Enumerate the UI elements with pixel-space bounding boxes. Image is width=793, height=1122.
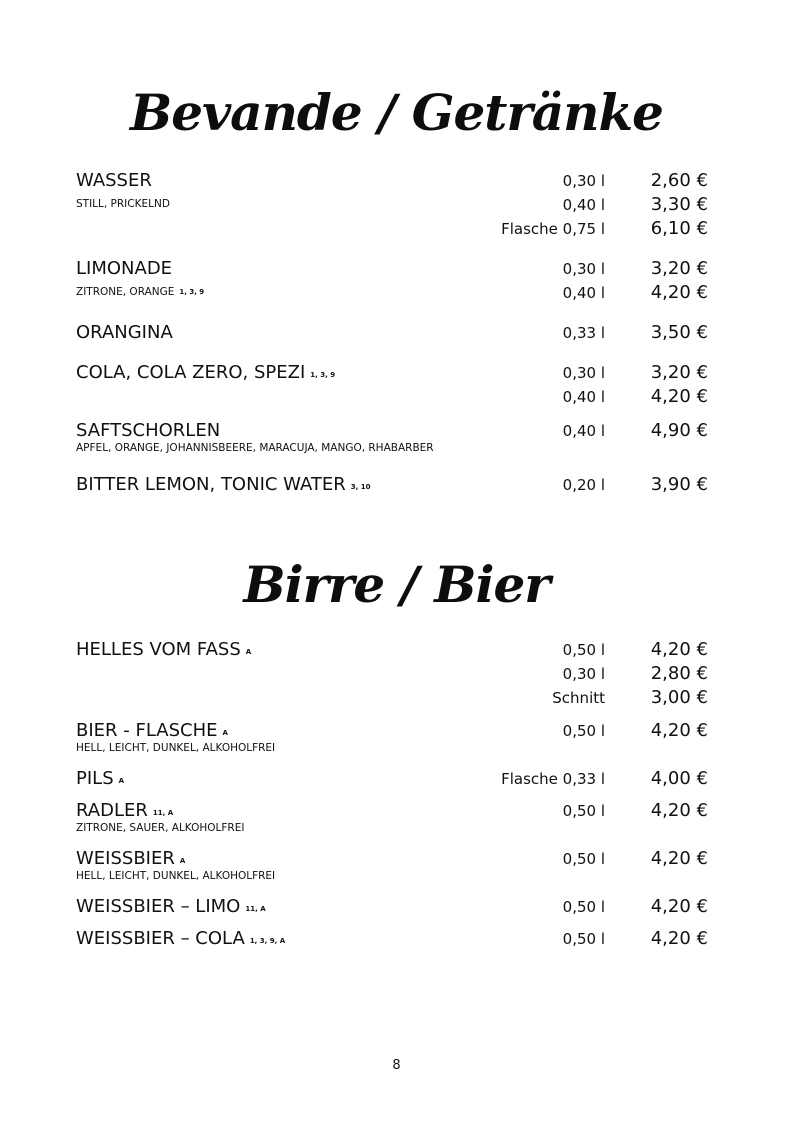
item-size: 0,30 l	[562, 172, 605, 190]
menu-item-weissbier	[0, 847, 793, 895]
item-size: 0,50 l	[562, 898, 605, 916]
item-price: 4,20 €	[650, 896, 708, 917]
item-size: 0,30 l	[562, 665, 605, 683]
item-size: 0,20 l	[562, 476, 605, 494]
allergen-codes: 11, A	[245, 905, 266, 913]
item-description: ZITRONE, ORANGE 1, 3, 9	[76, 286, 205, 298]
item-name: WEISSBIER A	[76, 848, 186, 869]
item-description: ZITRONE, SAUER, ALKOHOLFREI	[76, 822, 245, 834]
menu-item-helles	[0, 638, 793, 710]
item-size: 0,50 l	[562, 850, 605, 868]
item-size: Flasche 0,75 l	[501, 220, 605, 238]
item-price: 3,90 €	[650, 474, 708, 495]
item-name: WASSER	[76, 170, 152, 191]
allergen-codes: A	[118, 777, 125, 785]
item-price: 4,20 €	[650, 928, 708, 949]
item-name: COLA, COLA ZERO, SPEZI 1, 3, 9	[76, 362, 336, 383]
item-size: 0,40 l	[562, 388, 605, 406]
item-size: 0,40 l	[562, 422, 605, 440]
item-name: BITTER LEMON, TONIC WATER 3, 10	[76, 474, 371, 495]
item-price: 4,20 €	[650, 282, 708, 303]
drinks-section-title: Bevande / Getränke	[130, 83, 663, 142]
item-price: 3,20 €	[650, 362, 708, 383]
item-price: 2,80 €	[650, 663, 708, 684]
item-price: 4,00 €	[650, 768, 708, 789]
menu-item-bier-flasche	[0, 719, 793, 767]
menu-item-weissbier-limo	[0, 895, 793, 919]
item-name: BIER - FLASCHE A	[76, 720, 228, 741]
allergen-codes: A	[179, 857, 186, 865]
menu-item-limonade	[0, 257, 793, 305]
menu-item-radler	[0, 799, 793, 847]
item-name: SAFTSCHORLEN	[76, 420, 221, 441]
beer-section-title: Birre / Bier	[243, 555, 550, 614]
item-size: 0,30 l	[562, 364, 605, 382]
menu-item-saftschorlen	[0, 419, 793, 467]
item-size: 0,30 l	[562, 260, 605, 278]
item-name: RADLER 11, A	[76, 800, 174, 821]
item-description: HELL, LEICHT, DUNKEL, ALKOHOLFREI	[76, 870, 276, 882]
item-description: APFEL, ORANGE, JOHANNISBEERE, MARACUJA, MANGO, RHABARBER	[76, 442, 434, 454]
item-price: 4,90 €	[650, 420, 708, 441]
item-price: 4,20 €	[650, 848, 708, 869]
menu-item-wasser	[0, 169, 793, 241]
allergen-codes: 1, 3, 9, A	[249, 937, 286, 945]
menu-item-pils	[0, 767, 793, 791]
item-price: 4,20 €	[650, 720, 708, 741]
item-size: 0,50 l	[562, 802, 605, 820]
allergen-codes: 11, A	[152, 809, 174, 817]
item-name: HELLES VOM FASS A	[76, 639, 252, 660]
menu-item-orangina	[0, 321, 793, 345]
menu-item-weissbier-cola	[0, 927, 793, 951]
item-price: 3,20 €	[650, 258, 708, 279]
item-description: STILL, PRICKELND	[76, 198, 170, 210]
item-name: ORANGINA	[76, 322, 173, 343]
item-price: 2,60 €	[650, 170, 708, 191]
item-price: 3,00 €	[650, 687, 708, 708]
item-price: 6,10 €	[650, 218, 708, 239]
item-name: WEISSBIER – LIMO 11, A	[76, 896, 266, 917]
item-name: LIMONADE	[76, 258, 173, 279]
item-name: WEISSBIER – COLA 1, 3, 9, A	[76, 928, 286, 949]
item-price: 4,20 €	[650, 639, 708, 660]
allergen-codes: A	[245, 648, 252, 656]
item-size: 0,50 l	[562, 930, 605, 948]
item-price: 4,20 €	[650, 800, 708, 821]
allergen-codes: 1, 3, 9	[310, 371, 336, 379]
allergen-codes: A	[222, 729, 228, 737]
item-name: PILS A	[76, 768, 125, 789]
allergen-codes: 1, 3, 9	[179, 288, 205, 296]
item-size: 0,40 l	[562, 284, 605, 302]
item-description: HELL, LEICHT, DUNKEL, ALKOHOLFREI	[76, 742, 276, 754]
item-size: 0,33 l	[562, 324, 605, 342]
item-size: Schnitt	[552, 689, 605, 707]
item-price: 3,30 €	[650, 194, 708, 215]
item-price: 4,20 €	[650, 386, 708, 407]
item-size: Flasche 0,33 l	[501, 770, 605, 788]
item-size: 0,50 l	[562, 641, 605, 659]
item-price: 3,50 €	[650, 322, 708, 343]
menu-item-bitter-lemon	[0, 473, 793, 497]
page-number: 8	[392, 1058, 401, 1073]
item-size: 0,50 l	[562, 722, 605, 740]
allergen-codes: 3, 10	[350, 483, 371, 491]
menu-item-cola	[0, 361, 793, 409]
item-size: 0,40 l	[562, 196, 605, 214]
